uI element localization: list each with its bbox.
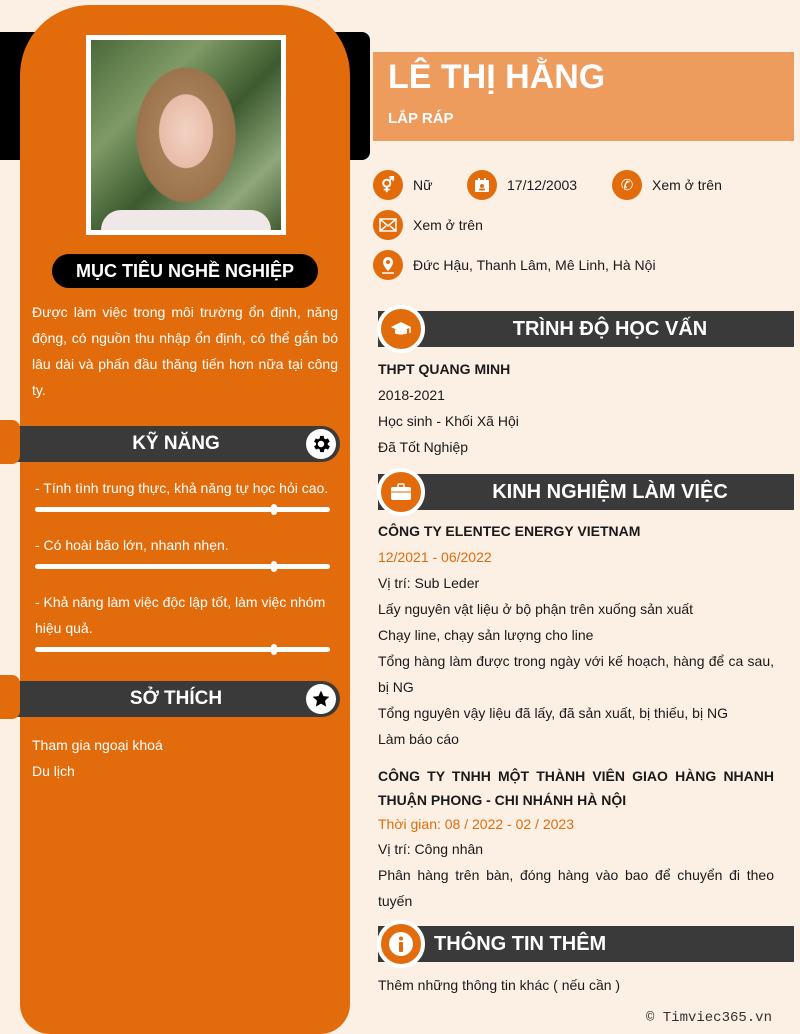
star-icon (306, 684, 336, 714)
address-value: Đức Hậu, Thanh Lâm, Mê Linh, Hà Nội (413, 257, 656, 273)
additional-body (378, 972, 774, 998)
gender-icon: ⚥ (373, 170, 403, 200)
objective-title: MỤC TIÊU NGHỀ NGHIỆP (52, 254, 318, 288)
additional-title: THÔNG TIN THÊM (434, 933, 607, 955)
job-position: Vị trí: Công nhân (378, 841, 484, 857)
sidebar (20, 5, 350, 1034)
education-status: Đã Tốt Nghiệp (378, 439, 469, 455)
hobbies-header (12, 681, 340, 717)
additional-header (378, 926, 794, 962)
gender-info (373, 170, 432, 200)
info-icon (377, 920, 425, 968)
job-duty: Làm báo cáo (378, 731, 459, 747)
job-company: CÔNG TY ELENTEC ENERGY VIETNAM (378, 523, 641, 539)
phone-value: Xem ở trên (652, 177, 722, 193)
job-period: 12/2021 - 06/2022 (378, 549, 492, 565)
experience-title: KINH NGHIỆM LÀM VIỆC (492, 481, 728, 503)
school-name: THPT QUANG MINH (378, 361, 511, 377)
skill-label: - Tính tình trung thực, khả năng tự học hỏi cao. (35, 480, 329, 496)
job-period: Thời gian: 08 / 2022 - 02 / 2023 (378, 816, 574, 832)
skill-bar-knob (271, 561, 277, 572)
candidate-name: LÊ THỊ HẰNG (388, 58, 606, 96)
skills-title: KỸ NĂNG (132, 433, 220, 454)
job-duty: Chạy line, chạy sản lượng cho line (378, 627, 594, 643)
avatar (91, 40, 281, 230)
hobby-item: Tham gia ngoại khoá (32, 737, 163, 753)
skill-item (35, 532, 330, 569)
experience-job-1 (378, 518, 774, 752)
additional-text: Thêm những thông tin khác ( nếu cần ) (378, 977, 621, 993)
graduation-cap-icon (377, 305, 425, 353)
skill-bar-knob (271, 644, 277, 655)
birthday-value: 17/12/2003 (507, 177, 578, 193)
skill-bar (35, 647, 330, 652)
skills-header (12, 426, 340, 462)
avatar-frame (86, 35, 286, 235)
gender-value: Nữ (413, 177, 433, 193)
copyright: © Timviec365.vn (645, 1010, 772, 1026)
experience-header (378, 474, 794, 510)
experience-job-2 (378, 764, 774, 914)
phone-info (612, 170, 722, 200)
hobby-item: Du lịch (32, 763, 75, 779)
skill-item (35, 475, 330, 512)
address-info (373, 250, 656, 280)
education-header (378, 311, 794, 347)
job-duty: Tổng nguyên vậy liệu đã lấy, đã sản xuất, bị thiếu, bị NG (378, 705, 728, 721)
skill-bar (35, 564, 330, 569)
gear-icon (306, 429, 336, 459)
objective-text: Được làm việc trong môi trường ổn định, năng động, có nguồn thu nhập ổn định, có thể gắn bó lâu dài và phấn đầu thăng tiến hơn nữa tại công ty. (32, 304, 338, 398)
candidate-role: LẮP RÁP (388, 110, 454, 127)
education-title: TRÌNH ĐỘ HỌC VẤN (512, 318, 708, 340)
envelope-icon (373, 210, 403, 240)
job-duty: Tổng hàng làm được trong ngày với kế hoạch, hàng để ca sau, bị NG (378, 653, 774, 695)
job-duty: Phân hàng trên bàn, đóng hàng vào bao để chuyển đi theo tuyến (378, 867, 774, 909)
name-header (373, 52, 794, 141)
phone-icon: ✆ (612, 170, 642, 200)
job-company: CÔNG TY TNHH MỘT THÀNH VIÊN GIAO HÀNG NHANH THUẬN PHONG - CHI NHÁNH HÀ NỘI (378, 768, 774, 808)
skill-label: - Có hoài bão lớn, nhanh nhẹn. (35, 537, 229, 553)
education-major: Học sinh - Khối Xã Hội (378, 413, 519, 429)
education-body (378, 356, 774, 460)
job-position: Vị trí: Sub Leder (378, 575, 480, 591)
calendar-icon (467, 170, 497, 200)
job-duty: Lấy nguyên vật liệu ở bộ phận trên xuống sản xuất (378, 601, 694, 617)
header-tab (0, 420, 20, 464)
skill-bar-knob (271, 504, 277, 515)
hobbies-title: SỞ THÍCH (129, 688, 223, 709)
hobbies-list (32, 732, 163, 784)
skill-item (35, 589, 330, 652)
skills-list (35, 475, 330, 672)
email-info (373, 210, 483, 240)
skill-label: - Khả năng làm việc độc lập tốt, làm việc nhóm hiệu quả. (35, 594, 326, 636)
birthday-info (467, 170, 577, 200)
education-period: 2018-2021 (378, 387, 445, 403)
location-pin-icon (373, 250, 403, 280)
email-value: Xem ở trên (413, 217, 483, 233)
header-tab (0, 675, 20, 719)
briefcase-icon (377, 468, 425, 516)
skill-bar (35, 507, 330, 512)
